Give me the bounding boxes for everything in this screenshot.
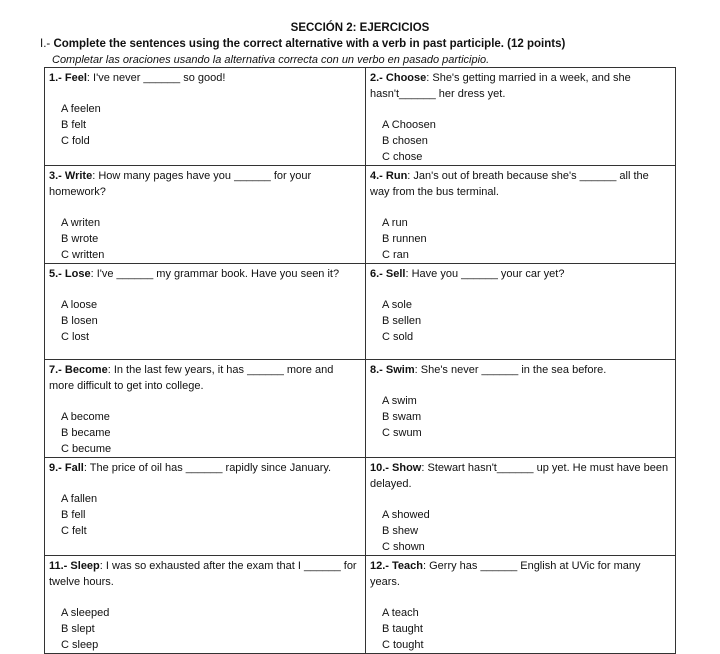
question-number: 9.-: [49, 462, 62, 474]
table-row: [45, 458, 676, 556]
option-b: B chosen: [382, 135, 428, 147]
question-sentence: : The price of oil has ______ rapidly since January.: [83, 462, 332, 474]
question-sentence: : She's getting married in a week, and she hasn't______ her dress yet.: [370, 72, 631, 100]
option-a: A Choosen: [382, 119, 436, 131]
option-c: C felt: [61, 525, 87, 537]
question-verb: Write: [64, 170, 93, 182]
instruction-text: Complete the sentences using the correct alternative with a verb in past participle. (12 points): [53, 38, 566, 50]
option-c: C tought: [382, 639, 424, 651]
question-sentence: : I was so exhausted after the exam that I ______ for twelve hours.: [49, 560, 357, 588]
question-number: 2.-: [370, 72, 383, 84]
option-c: C chose: [382, 151, 423, 163]
question-cell: [45, 360, 366, 458]
option-b: B swam: [382, 411, 422, 423]
question-verb: Sell: [385, 268, 406, 280]
question-cell: [45, 68, 366, 166]
options-list: [370, 605, 671, 653]
question-cell: [45, 264, 366, 360]
table-row: [45, 360, 676, 458]
option-b: B sellen: [382, 315, 422, 327]
options-list: [370, 507, 671, 555]
instruction: [40, 38, 565, 50]
question-number: 11.-: [49, 560, 68, 572]
option-a: A run: [382, 217, 408, 229]
options-list: [49, 491, 361, 539]
option-a: A sleeped: [61, 607, 110, 619]
question-sentence: : Jan's out of breath because she's ______ all the way from the bus terminal.: [370, 170, 649, 198]
options-list: [49, 605, 361, 653]
table-row: [45, 68, 676, 166]
question-sentence: : Gerry has ______ English at UVic for many years.: [370, 560, 641, 588]
question-text: [49, 70, 361, 86]
roman-numeral: I.-: [40, 38, 51, 50]
option-c: C ran: [382, 249, 409, 261]
question-sentence: : Stewart hasn't______ up yet. He must have been delayed.: [370, 462, 669, 490]
question-sentence: : How many pages have you ______ for your homework?: [49, 170, 312, 198]
option-b: B felt: [61, 119, 87, 131]
question-verb: Choose: [385, 72, 427, 84]
question-cell: [45, 556, 366, 654]
option-b: B wrote: [61, 233, 99, 245]
question-text: [49, 266, 361, 282]
option-b: B shew: [382, 525, 419, 537]
option-a: A fallen: [61, 493, 98, 505]
section-title: SECCIÓN 2: EJERCICIOS: [290, 22, 430, 34]
question-sentence: : I've ______ my grammar book. Have you seen it?: [90, 268, 340, 280]
table-row: [45, 556, 676, 654]
option-a: A showed: [382, 509, 430, 521]
question-text: [370, 558, 671, 590]
exercise-table: [44, 67, 676, 654]
option-a: A feelen: [61, 103, 101, 115]
question-verb: Teach: [392, 560, 424, 572]
question-sentence: : Have you ______ your car yet?: [405, 268, 565, 280]
question-verb: Sleep: [70, 560, 100, 572]
question-text: [370, 266, 671, 282]
question-text: [49, 168, 361, 200]
option-c: C fold: [61, 135, 90, 147]
options-list: [49, 215, 361, 263]
option-b: B slept: [61, 623, 95, 635]
question-number: 8.-: [370, 364, 383, 376]
options-list: [49, 101, 361, 149]
question-verb: Lose: [64, 268, 91, 280]
options-list: [49, 297, 361, 345]
question-verb: Feel: [64, 72, 87, 84]
question-text: [49, 460, 361, 476]
question-cell: [45, 458, 366, 556]
question-cell: [366, 68, 676, 166]
option-c: C sold: [382, 331, 414, 343]
question-text: [370, 362, 671, 378]
question-text: [370, 168, 671, 200]
option-a: A writen: [61, 217, 101, 229]
question-verb: Fall: [64, 462, 84, 474]
question-verb: Become: [64, 364, 108, 376]
question-verb: Show: [392, 462, 422, 474]
question-number: 5.-: [49, 268, 62, 280]
question-text: [370, 460, 671, 492]
question-number: 7.-: [49, 364, 62, 376]
question-sentence: : In the last few years, it has ______ more and more difficult to get into college.: [49, 364, 334, 392]
option-c: C swum: [382, 427, 422, 439]
question-number: 10.-: [370, 462, 389, 474]
options-list: [370, 117, 671, 165]
question-cell: [45, 166, 366, 264]
question-cell: [366, 264, 676, 360]
option-b: B runnen: [382, 233, 427, 245]
question-number: 12.-: [370, 560, 389, 572]
option-c: C sleep: [61, 639, 99, 651]
option-b: B became: [61, 427, 111, 439]
question-text: [49, 558, 361, 590]
options-list: [370, 215, 671, 263]
question-sentence: : I've never ______ so good!: [86, 72, 226, 84]
option-b: B losen: [61, 315, 98, 327]
options-list: [370, 297, 671, 345]
question-text: [49, 362, 361, 394]
options-list: [49, 409, 361, 457]
option-b: B taught: [382, 623, 423, 635]
option-c: C shown: [382, 541, 425, 553]
question-text: [370, 70, 671, 102]
question-number: 1.-: [49, 72, 62, 84]
question-cell: [366, 166, 676, 264]
option-a: A loose: [61, 299, 98, 311]
option-a: A become: [61, 411, 110, 423]
question-cell: [366, 360, 676, 458]
question-number: 4.-: [370, 170, 383, 182]
question-number: 3.-: [49, 170, 62, 182]
option-a: A sole: [382, 299, 412, 311]
question-sentence: : She's never ______ in the sea before.: [414, 364, 607, 376]
question-verb: Swim: [385, 364, 415, 376]
option-c: C written: [61, 249, 105, 261]
option-c: C lost: [61, 331, 90, 343]
options-list: [370, 393, 671, 441]
question-cell: [366, 556, 676, 654]
question-cell: [366, 458, 676, 556]
option-b: B fell: [61, 509, 86, 521]
question-number: 6.-: [370, 268, 383, 280]
table-row: [45, 166, 676, 264]
option-c: C becume: [61, 443, 112, 455]
subinstruction: Completar las oraciones usando la alternativa correcta con un verbo en pasado participio.: [52, 54, 490, 66]
question-verb: Run: [385, 170, 408, 182]
option-a: A swim: [382, 395, 417, 407]
table-row: [45, 264, 676, 360]
option-a: A teach: [382, 607, 419, 619]
